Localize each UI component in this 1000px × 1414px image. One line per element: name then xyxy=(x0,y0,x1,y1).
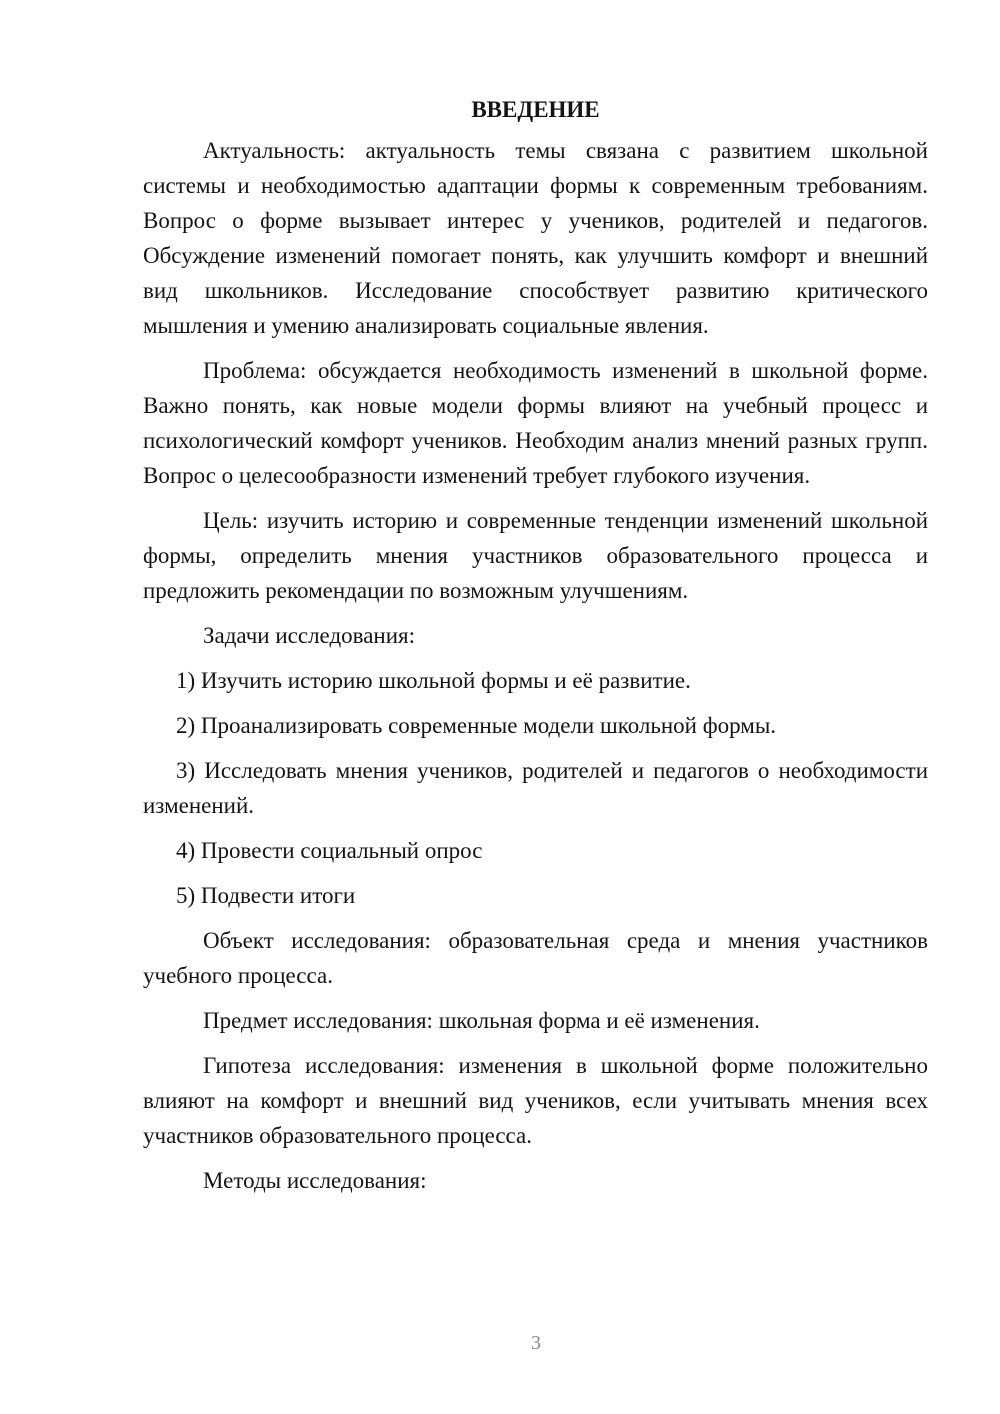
task-item: 2) Проанализировать современные модели школьной формы. xyxy=(176,713,777,738)
task-item: 4) Провести социальный опрос xyxy=(176,838,483,863)
paragraph-problem: Проблема: обсуждается необходимость изменений в школьной форме. Важно понять, как новые модели формы влияют на учебный процесс и психологический комфорт учеников. Необходим анализ мнений разных групп. Вопрос о целесообразности изменений требует глубокого изучения. xyxy=(143,358,928,488)
document-body xyxy=(143,92,928,1208)
page-title: ВВЕДЕНИЕ xyxy=(471,97,600,122)
task-item: 3) Исследовать мнения учеников, родителей и педагогов о необходимости изменений. xyxy=(143,758,928,818)
page-number: 3 xyxy=(531,1332,541,1354)
paragraph-goal: Цель: изучить историю и современные тенденции изменений школьной формы, определить мнения участников образовательного процесса и предложить рекомендации по возможным улучшениям. xyxy=(143,508,928,603)
paragraph-hypothesis: Гипотеза исследования: изменения в школьной форме положительно влияют на комфорт и внешний вид учеников, если учитывать мнения всех участников образовательного процесса. xyxy=(143,1053,928,1148)
paragraph-relevance: Актуальность: актуальность темы связана с развитием школьной системы и необходимостью адаптации формы к современным требованиям. Вопрос о форме вызывает интерес у учеников, родителей и педагогов. Обсуждение изменений помогает понять, как улучшить комфорт и внешний вид школьников. Исследование способствует развитию критического мышления и умению анализировать социальные явления. xyxy=(143,138,928,338)
task-item: 5) Подвести итоги xyxy=(176,883,356,908)
task-item: 1) Изучить историю школьной формы и её развитие. xyxy=(176,668,691,693)
tasks-heading: Задачи исследования: xyxy=(203,623,416,648)
paragraph-subject: Предмет исследования: школьная форма и её изменения. xyxy=(203,1008,760,1033)
paragraph-object: Объект исследования: образовательная среда и мнения участников учебного процесса. xyxy=(143,928,928,988)
paragraph-methods: Методы исследования: xyxy=(203,1168,427,1193)
